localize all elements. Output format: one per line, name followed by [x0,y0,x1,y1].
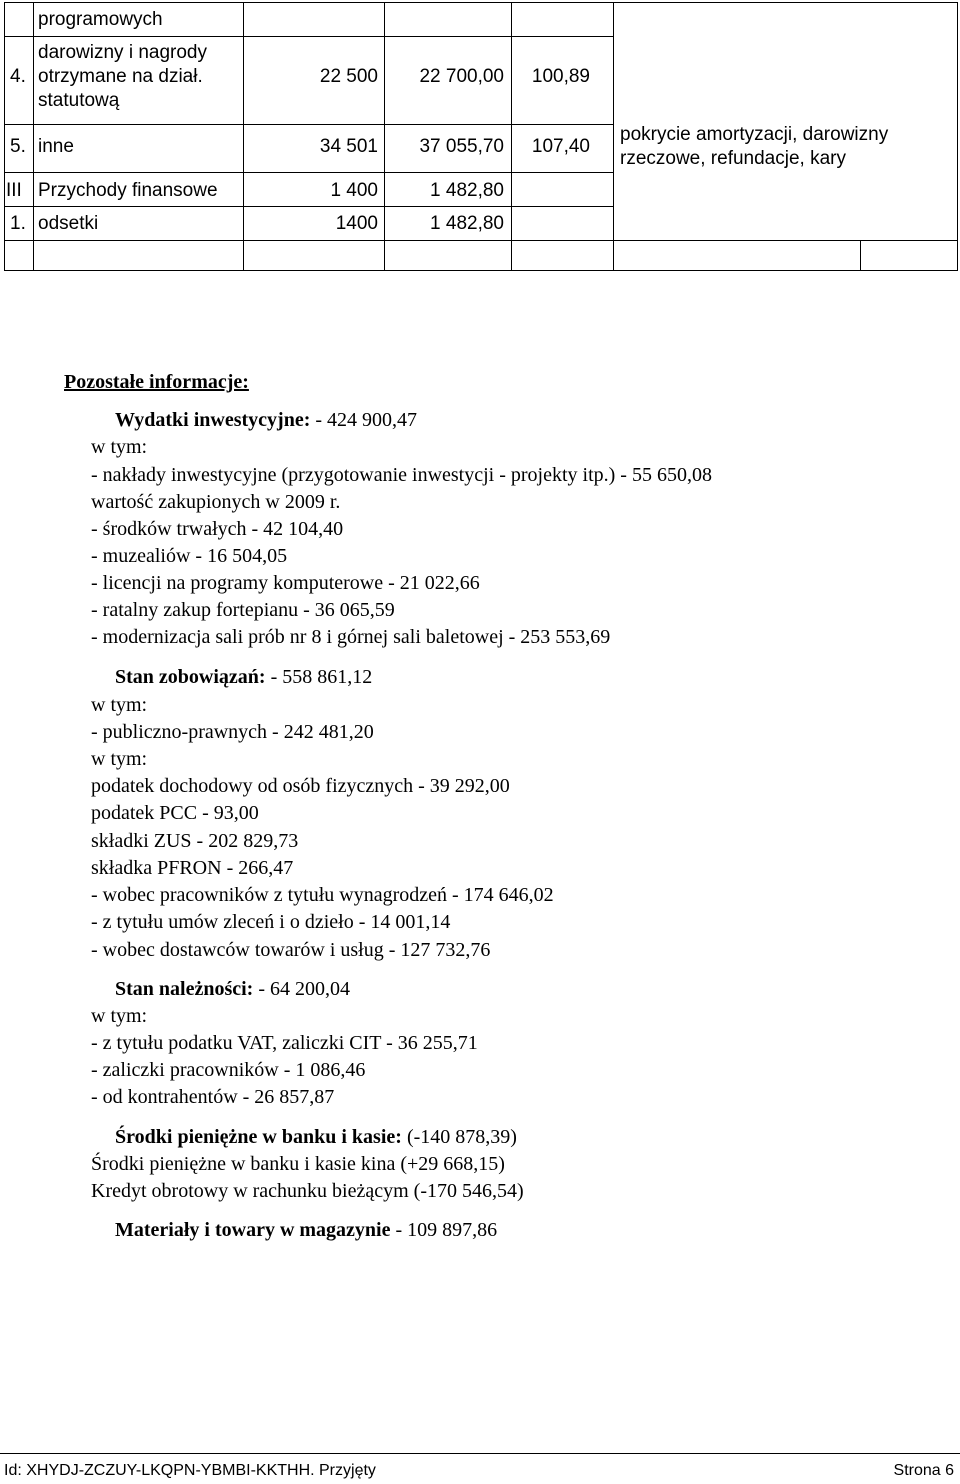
text-line: - z tytułu umów zleceń i o dzieło - 14 001,14 [91,911,451,933]
section-heading: Pozostałe informacje: [64,371,249,393]
col-line [384,2,385,271]
text-line: podatek PCC - 93,00 [91,802,259,824]
liabilities-label: Stan zobowiązań: [115,666,266,688]
text-line: wartość zakupionych w 2009 r. [91,491,341,513]
table-cell-plan: 22 500 [319,66,378,87]
table-cell-lp: 1. [10,213,26,234]
row-divider [4,36,614,37]
col-line [511,2,512,271]
table-cell-procent: 100,89 [531,66,590,87]
table-cell-name-line: statutową [38,90,120,111]
receivables-line [115,977,350,1001]
row-divider [4,206,614,207]
text-line: Kredyt obrotowy w rachunku bieżącym (-170 546,54) [91,1180,524,1202]
text-line: Środki pieniężne w banku i kasie kina (+29 668,15) [91,1153,505,1175]
col-line [613,2,614,271]
text-line: - muzealiów - 16 504,05 [91,545,288,567]
investment-line [115,408,417,432]
investment-value: - 424 900,47 [310,409,418,431]
cash-value: (-140 878,39) [401,1126,517,1148]
col-line [957,2,958,271]
text-line: - publiczno-prawnych - 242 481,20 [91,721,374,743]
text-line: - wobec dostawców towarów i usług - 127 732,76 [91,939,491,961]
table-cell-uwagi-line: pokrycie amortyzacji, darowizny [620,124,889,145]
table-cell-name: inne [38,136,74,157]
text-line: w tym: [91,1005,148,1027]
text-line: - od kontrahentów - 26 857,87 [91,1086,335,1108]
table-cell-lp: 4. [10,66,26,87]
text-line: w tym: [91,748,148,770]
table-cell-lp: III [6,180,22,201]
table-cell-name-line: otrzymane na dział. [38,66,203,87]
table-cell-lp: 5. [10,136,26,157]
receivables-value: - 64 200,04 [253,978,351,1000]
table-cell-name-line: darowizny i nagrody [38,42,207,63]
table-cell-wykonanie: 22 700,00 [419,66,504,87]
text-line: w tym: [91,436,148,458]
row-divider [4,124,614,125]
text-line: - zaliczki pracowników - 1 086,46 [91,1059,366,1081]
table-cell-name: Przychody finansowe [38,180,218,201]
table-cell-wykonanie: 1 482,80 [430,213,504,234]
row-divider [4,172,614,173]
text-line: - środków trwałych - 42 104,40 [91,518,344,540]
text-line: w tym: [91,694,148,716]
page-number: Strona 6 [893,1462,954,1479]
document-id: Id: XHYDJ-ZCZUY-LKQPN-YBMBI-KKTHH. Przyjęty [4,1462,376,1479]
receivables-label: Stan należności: [115,978,254,1000]
cash-line [115,1125,517,1149]
text-line: - modernizacja sali prób nr 8 i górnej sali baletowej - 253 553,69 [91,626,611,648]
liabilities-line [115,665,372,689]
table-cell-wykonanie: 37 055,70 [419,136,504,157]
inventory-line [115,1218,497,1242]
col-line [33,2,34,271]
table-cell-procent: 107,40 [531,136,590,157]
col-line [243,2,244,271]
table-cell-name: programowych [38,9,163,30]
text-line: składki ZUS - 202 829,73 [91,830,299,852]
investment-label: Wydatki inwestycyjne: [115,409,311,431]
table-cell-plan: 1 400 [330,180,378,201]
liabilities-value: - 558 861,12 [265,666,373,688]
row-divider [4,240,958,241]
inventory-value: - 109 897,86 [390,1219,498,1241]
text-line: - wobec pracowników z tytułu wynagrodzeń - 174 646,02 [91,884,554,906]
table-cell-plan: 1400 [335,213,378,234]
table-border-top [4,2,958,3]
table-cell-uwagi-line: rzeczowe, refundacje, kary [620,148,846,169]
table-cell-wykonanie: 1 482,80 [430,180,504,201]
col-line [860,240,861,271]
text-line: składka PFRON - 266,47 [91,857,294,879]
footer-divider [0,1453,960,1454]
inventory-label: Materiały i towary w magazynie [115,1219,391,1241]
col-line [4,2,5,271]
cash-label: Środki pieniężne w banku i kasie: [115,1126,402,1148]
text-line: - z tytułu podatku VAT, zaliczki CIT - 36 255,71 [91,1032,478,1054]
text-line: - nakłady inwestycyjne (przygotowanie inwestycji - projekty itp.) - 55 650,08 [91,464,712,486]
text-line: podatek dochodowy od osób fizycznych - 39 292,00 [91,775,510,797]
table-cell-name: odsetki [38,213,99,234]
table-border-bottom [4,270,958,271]
text-line: - ratalny zakup fortepianu - 36 065,59 [91,599,395,621]
table-cell-plan: 34 501 [319,136,378,157]
text-line: - licencji na programy komputerowe - 21 022,66 [91,572,480,594]
